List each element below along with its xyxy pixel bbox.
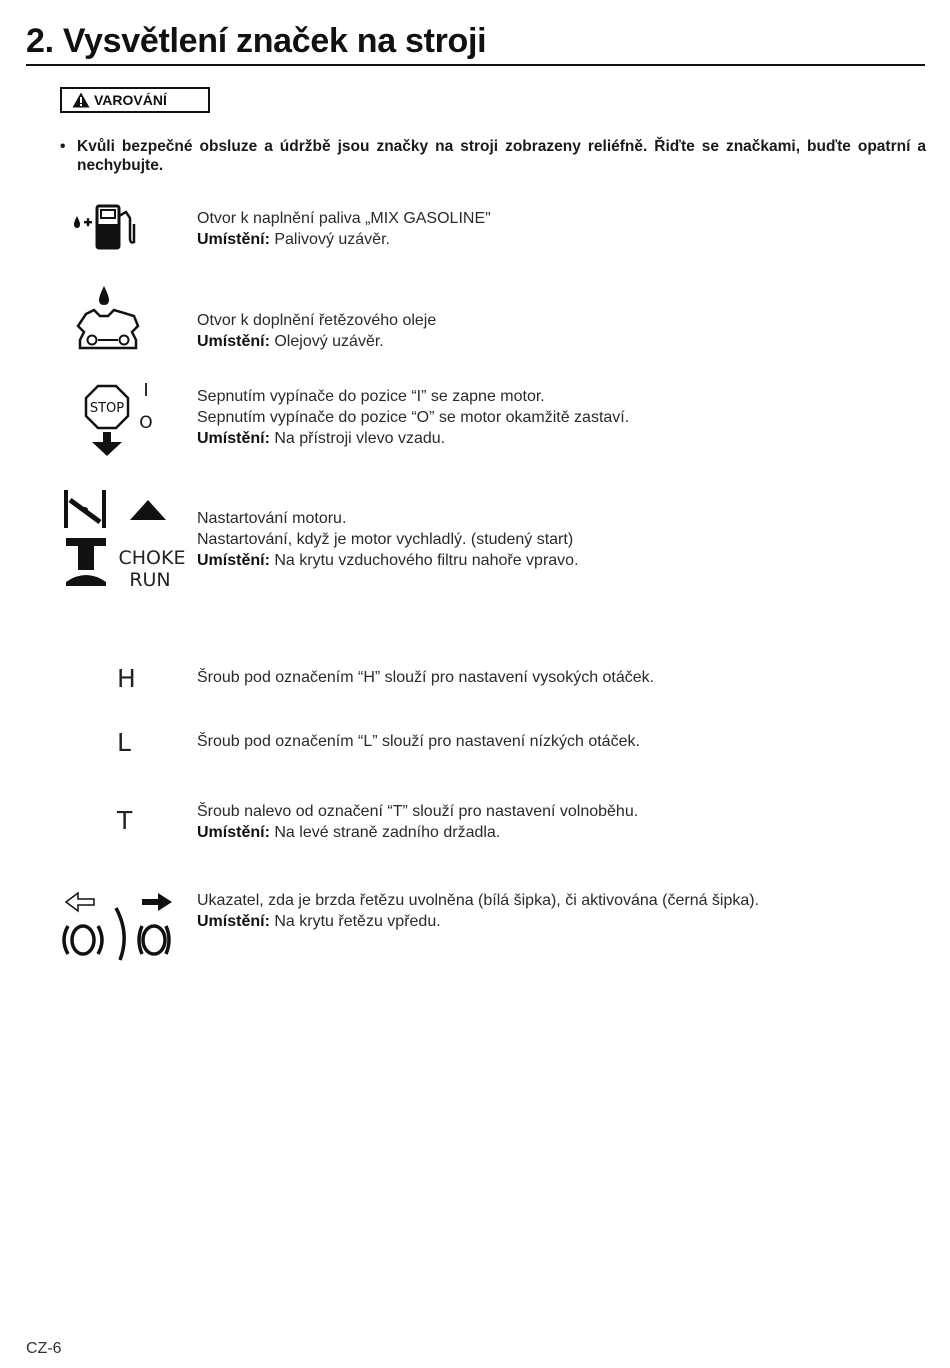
- warning-label: VAROVÁNÍ: [94, 92, 167, 108]
- location-value: Na krytu vzduchového filtru nahoře vpravo.: [274, 552, 579, 569]
- title-divider: [26, 64, 925, 66]
- symbol-location: [197, 331, 917, 352]
- symbol-location: [197, 911, 917, 932]
- t-adjust-letter: T: [117, 806, 133, 835]
- page-number: CZ-6: [26, 1340, 62, 1357]
- symbol-line: Sepnutím vypínače do pozice “I” se zapne motor.: [197, 388, 545, 405]
- run-label: RUN: [129, 569, 171, 591]
- location-value: Palivový uzávěr.: [274, 231, 390, 248]
- location-label: Umístění:: [197, 824, 270, 841]
- fuel-pump-icon: [70, 202, 140, 252]
- h-adjust-letter: H: [117, 664, 136, 693]
- symbol-line: Nastartování, když je motor vychladlý. (studený start): [197, 531, 574, 548]
- stop-label: STOP: [89, 401, 125, 416]
- symbol-line: Šroub nalevo od označení “T” slouží pro nastavení volnoběhu.: [197, 803, 639, 820]
- location-label: Umístění:: [197, 552, 270, 569]
- location-value: Olejový uzávěr.: [274, 333, 384, 350]
- symbol-line: Šroub pod označením “H” slouží pro nastavení vysokých otáček.: [197, 669, 655, 686]
- location-label: Umístění:: [197, 430, 270, 447]
- symbol-line: Otvor k naplnění paliva „MIX GASOLINE": [197, 210, 491, 227]
- warning-triangle-icon: [72, 92, 90, 108]
- bullet-dot: •: [60, 138, 66, 155]
- symbol-line: Otvor k doplnění řetězového oleje: [197, 312, 437, 329]
- stop-switch-icon: [84, 376, 164, 461]
- location-label: Umístění:: [197, 333, 270, 350]
- location-value: Na krytu řetězu vpředu.: [274, 913, 441, 930]
- location-value: Na přístroji vlevo vzadu.: [274, 430, 446, 447]
- symbol-location: [197, 428, 917, 449]
- symbol-line: Nastartování motoru.: [197, 510, 347, 527]
- location-label: Umístění:: [197, 913, 270, 930]
- symbol-line: Sepnutím vypínače do pozice “O” se motor okamžitě zastaví.: [197, 409, 630, 426]
- chain-oil-icon: [72, 282, 142, 357]
- warning-box: [60, 87, 210, 113]
- page-title: 2. Vysvětlení značek na stroji: [26, 22, 487, 60]
- l-adjust-letter: L: [117, 728, 131, 757]
- choke-icon: [60, 486, 185, 594]
- symbol-location: [197, 822, 917, 843]
- symbol-line: Ukazatel, zda je brzda řetězu uvolněna (bílá šipka), či aktivována (černá šipka).: [197, 892, 760, 909]
- switch-on-label: I: [143, 380, 149, 401]
- location-label: Umístění:: [197, 231, 270, 248]
- switch-off-label: O: [139, 413, 153, 433]
- choke-label: CHOKE: [118, 547, 185, 569]
- chain-brake-icon: [58, 890, 178, 965]
- symbol-location: [197, 550, 917, 571]
- symbol-location: [197, 229, 917, 250]
- location-value: Na levé straně zadního držadla.: [274, 824, 501, 841]
- symbol-line: Šroub pod označením “L” slouží pro nastavení nízkých otáček.: [197, 733, 640, 750]
- intro-text: Kvůli bezpečné obsluze a údržbě jsou značky na stroji zobrazeny reliéfně. Řiďte se značkami, buďte opatrní a nechybujte.: [77, 138, 926, 174]
- intro-bullet: [60, 137, 926, 175]
